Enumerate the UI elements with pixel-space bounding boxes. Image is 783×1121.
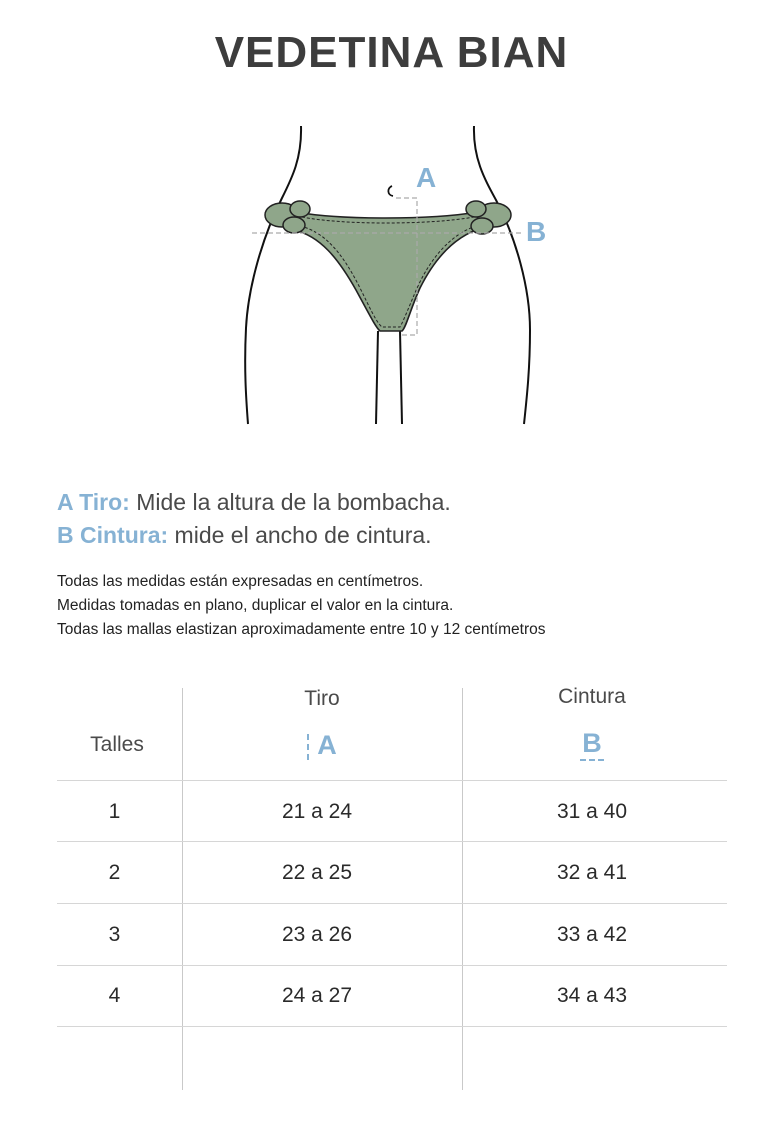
header-talles: Talles [90, 733, 144, 756]
size-cell: 1 [108, 800, 121, 823]
size-cell: 3 [108, 923, 121, 946]
legend-a-text: Mide la altura de la bombacha. [129, 489, 451, 515]
size-table [57, 685, 727, 1090]
label-b: B [526, 216, 547, 247]
size-cell: 2 [108, 861, 121, 884]
note-line: Todas las medidas están expresadas en centímetros. [57, 573, 424, 590]
size-cell: 4 [108, 984, 121, 1007]
row-divider [57, 903, 727, 904]
tiro-cell: 21 a 24 [281, 800, 353, 823]
cintura-cell: 31 a 40 [556, 800, 628, 823]
cintura-cell: 34 a 43 [556, 984, 628, 1007]
note-line: Todas las mallas elastizan aproximadamente entre 10 y 12 centímetros [57, 621, 546, 638]
bikini-bottom-illustration [230, 118, 550, 428]
legend-b [57, 519, 451, 552]
legend-b-key: B Cintura: [57, 522, 169, 548]
row-divider [57, 841, 727, 842]
left-knot [265, 201, 310, 233]
tiro-cell: 23 a 26 [281, 923, 353, 946]
row-divider [57, 965, 727, 966]
legend-b-text: mide el ancho de cintura. [168, 522, 432, 548]
cintura-letter: B [580, 728, 604, 761]
tiro-cell: 24 a 27 [281, 984, 353, 1007]
label-a: A [416, 162, 437, 193]
header-tiro: Tiro [304, 687, 340, 710]
header-cintura-letter [462, 728, 722, 761]
measurement-notes [57, 570, 546, 642]
legend-a-key: A Tiro: [57, 489, 130, 515]
header-tiro-letter [182, 730, 462, 761]
header-cintura: Cintura [558, 685, 626, 708]
cintura-cell: 32 a 41 [556, 861, 628, 884]
garment-shape [294, 212, 482, 331]
note-line: Medidas tomadas en plano, duplicar el valor en la cintura. [57, 597, 454, 614]
measurement-legend [57, 486, 451, 552]
legend-a [57, 486, 451, 519]
row-divider [57, 1026, 727, 1027]
tiro-letter: A [317, 730, 337, 760]
page-title: VEDETINA BIAN [214, 28, 569, 77]
tiro-dashed-marker [307, 734, 309, 760]
cintura-cell: 33 a 42 [556, 923, 628, 946]
row-divider [57, 780, 727, 781]
tiro-cell: 22 a 25 [281, 861, 353, 884]
